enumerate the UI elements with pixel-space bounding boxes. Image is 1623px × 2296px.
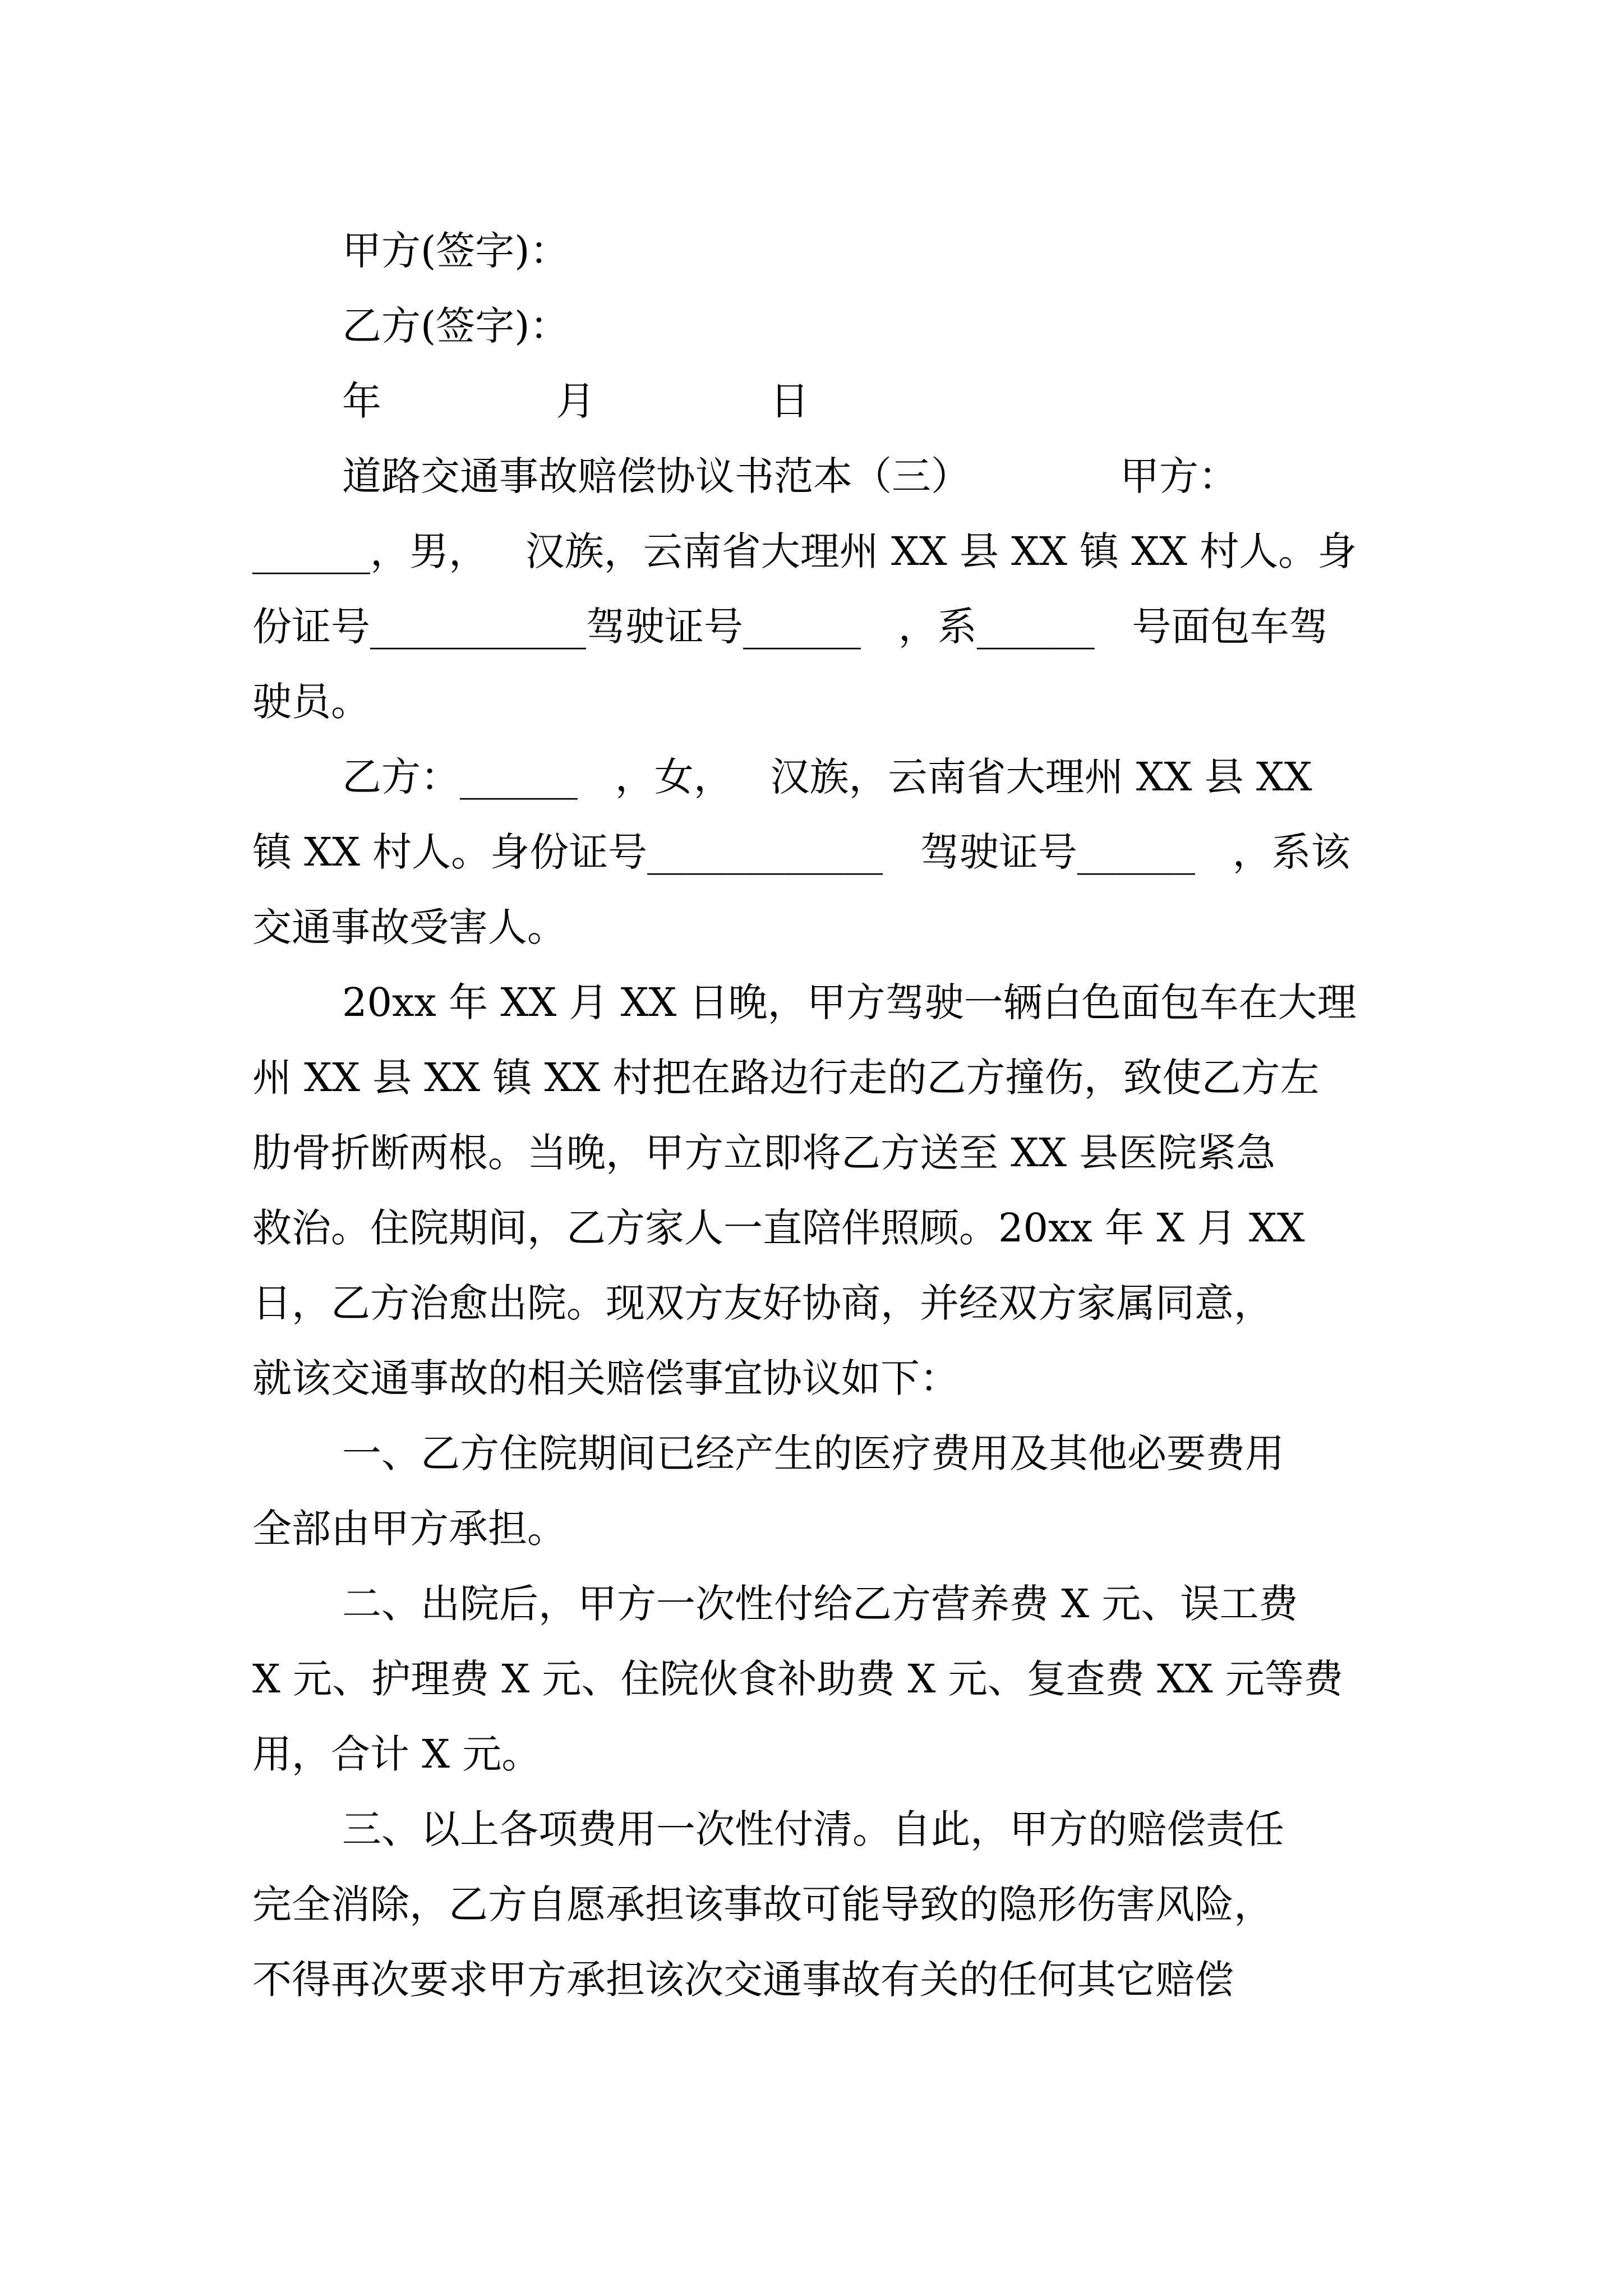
paragraph-line: 驶员。 xyxy=(252,679,370,725)
paragraph-line: 20xx 年 XX 月 XX 日晚，甲方驾驶一辆白色面包车在大理 xyxy=(342,979,1357,1025)
clause-3-line: 完全消除，乙方自愿承担该事故可能导致的隐形伤害风险， xyxy=(252,1881,1273,1927)
paragraph-line: 份证号___________驾驶证号______ ，系______ 号面包车驾 xyxy=(252,604,1329,650)
paragraph-line: 交通事故受害人。 xyxy=(252,904,566,950)
paragraph-line: 救治。住院期间，乙方家人一直陪伴照顾。20xx 年 X 月 XX xyxy=(252,1205,1305,1251)
paragraph-line: ______，男， 汉族，云南省大理州 XX 县 XX 镇 XX 村人。身 xyxy=(252,528,1357,574)
paragraph-line: 就该交通事故的相关赔偿事宜协议如下： xyxy=(252,1355,959,1401)
clause-1-line: 全部由甲方承担。 xyxy=(252,1506,566,1552)
clause-1-line: 一、乙方住院期间已经产生的医疗费用及其他必要费用 xyxy=(342,1430,1284,1476)
clause-3-line: 不得再次要求甲方承担该次交通事故有关的任何其它赔偿 xyxy=(252,1957,1234,2003)
party-b-signature-line: 乙方(签字)： xyxy=(342,303,569,349)
paragraph-line: 镇 XX 村人。身份证号____________ 驾驶证号______ ，系该 xyxy=(252,829,1350,875)
paragraph-line: 州 XX 县 XX 镇 XX 村把在路边行走的乙方撞伤，致使乙方左 xyxy=(252,1055,1320,1101)
clause-2-line: X 元、护理费 X 元、住院伙食补助费 X 元、复查费 XX 元等费 xyxy=(252,1656,1343,1702)
clause-2-line: 用，合计 X 元。 xyxy=(252,1731,541,1777)
paragraph-line: 乙方：______ ，女， 汉族，云南省大理州 XX 县 XX xyxy=(342,754,1312,800)
clause-2-line: 二、出院后，甲方一次性付给乙方营养费 X 元、误工费 xyxy=(342,1581,1298,1627)
clause-3-line: 三、以上各项费用一次性付清。自此，甲方的赔偿责任 xyxy=(342,1806,1284,1852)
document-body xyxy=(252,213,1385,2017)
party-a-signature-line: 甲方(签字)： xyxy=(342,228,569,274)
paragraph-line: 肋骨折断两根。当晚，甲方立即将乙方送至 XX 县医院紧急 xyxy=(252,1130,1276,1176)
agreement-title-line: 道路交通事故赔偿协议书范本（三） 甲方： xyxy=(342,453,1238,499)
date-line: 年 月 日 xyxy=(342,378,810,424)
paragraph-line: 日，乙方治愈出院。现双方友好协商，并经双方家属同意， xyxy=(252,1280,1273,1326)
